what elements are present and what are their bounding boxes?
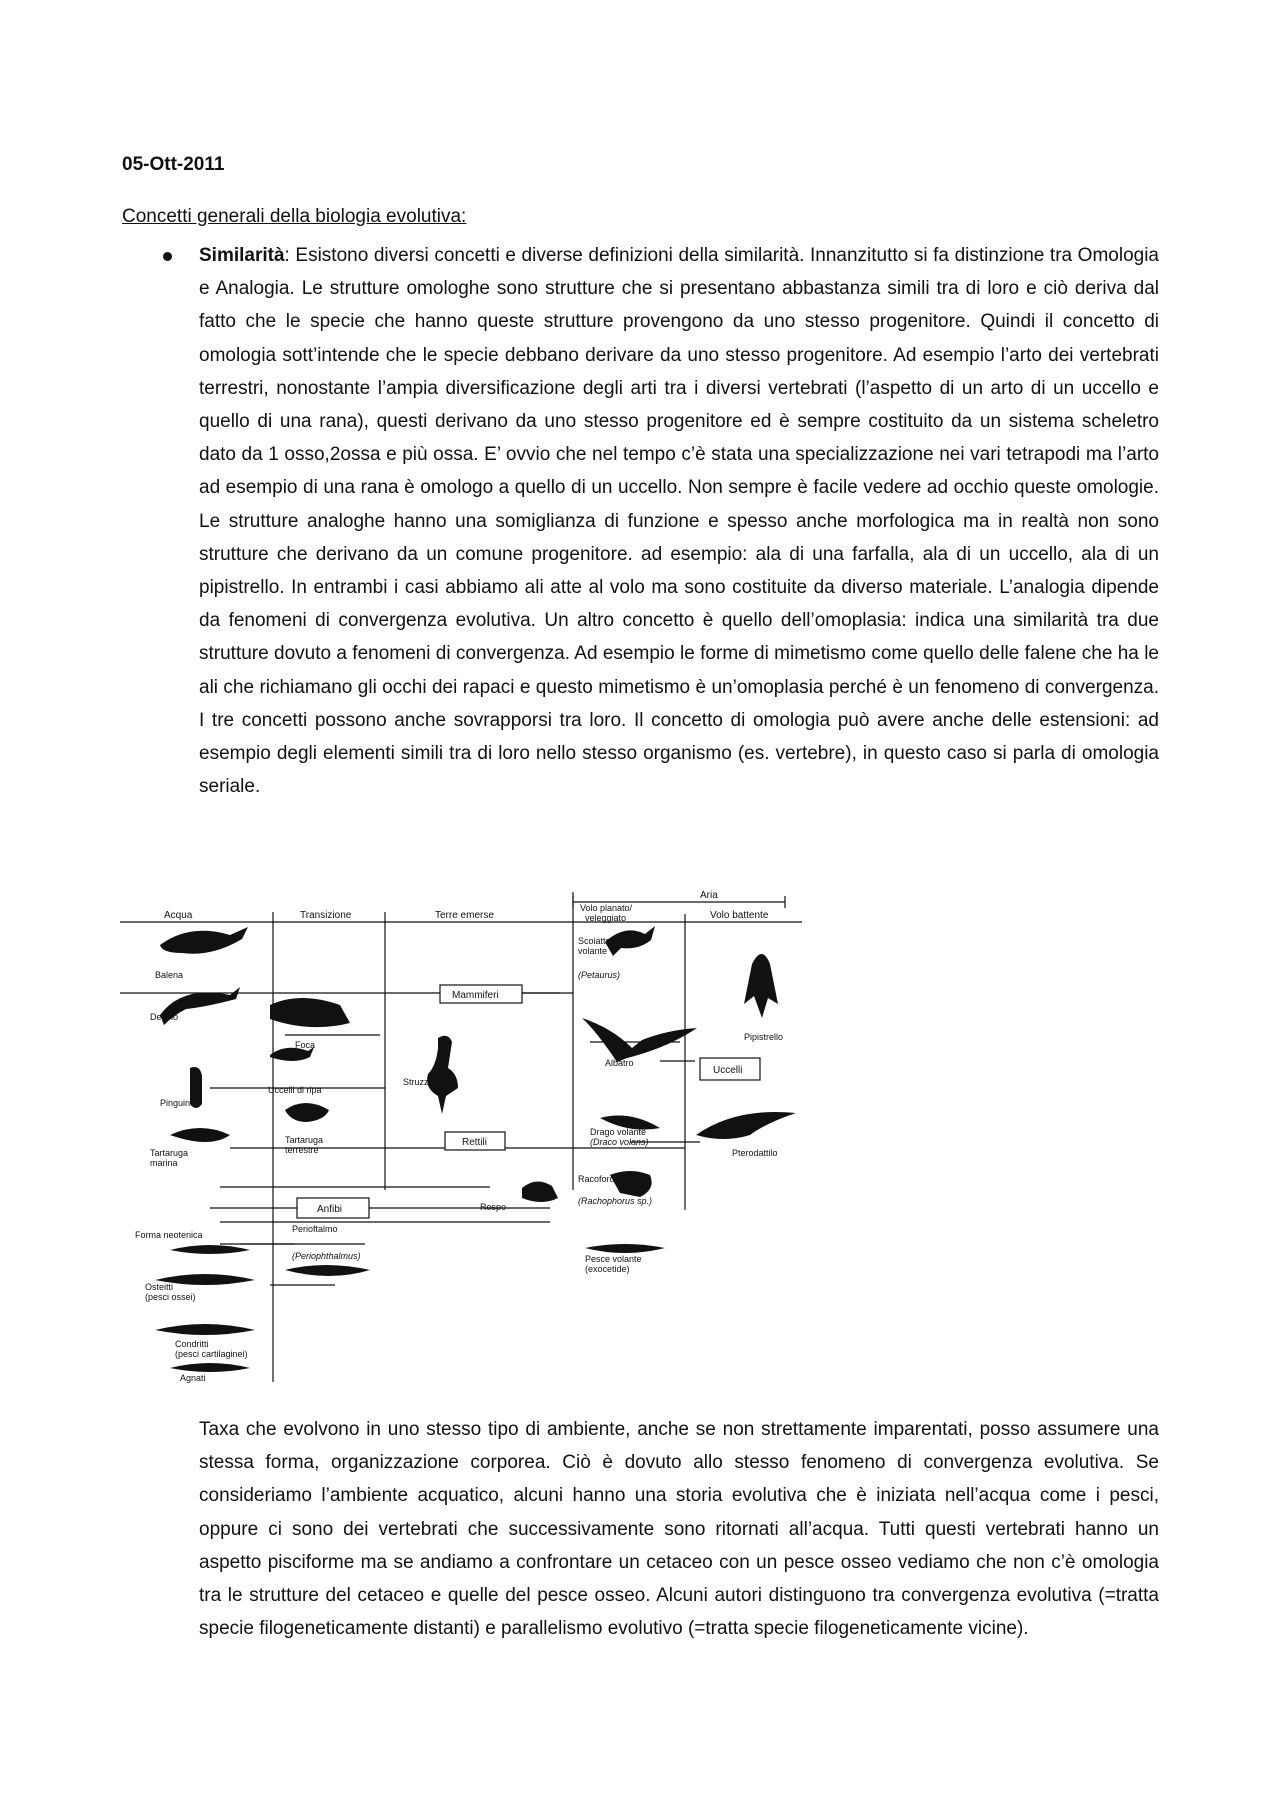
- label-agnati: Agnati: [180, 1373, 206, 1383]
- similarity-text: : Esistono diversi concetti e diverse definizioni della similarità. Innanzitutto si fa distinzione tra Omologia e Analogia. Le strutture omologhe sono strutture che si presentano abbastanza simili tra di loro e ciò deriva dal fatto che le specie che hanno queste strutture provengono da uno stesso progenitore. Quindi il concetto di omologia sott’intende che le specie debbano derivare da uno stesso progenitore. Ad esempio l’arto dei vertebrati terrestri, nonostante l’ampia diversificazione degli arti tra i diversi vertebrati (l’aspetto di un arto di un uccello e quello di una rana), questi derivano da uno stesso progenitore ed è sempre costituito da un sistema scheletro dato da 1 osso,2ossa e più ossa. E’ ovvio che nel tempo c’è stata una specializzazione nei vari tetrapodi ma l’arto ad esempio di una rana è omologo a quello di un uccello. Non sempre è facile vedere ad occhio queste omologie. Le strutture analoghe hanno una somiglianza di funzione e spesso anche morfologica ma in realtà non sono strutture che derivano da un comune progenitore. ad esempio: ala di una farfalla, ala di un uccello, ala di un pipistrello. In entrambi i casi abbiamo ali atte al volo ma sono costituite da diverso materiale. L’analogia dipende da fenomeni di convergenza evolutiva. Un altro concetto è quello dell’omoplasia: indica una similarità tra due strutture dovuto a fenomeni di convergenza. Ad esempio le forme di mimetismo come quello delle falene che ha le ali che richiamano gli occhi dei rapaci e questo mimetismo è un’omoplasia perché è un fenomeno di convergenza. I tre concetti possono anche sovrapporsi tra loro. Il concetto di omologia può avere anche delle estensioni: ad esempio degli elementi simili tra di loro nello stesso organismo (es. vertebre), in questo caso si parla di omologia seriale.: [199, 245, 1159, 798]
- label-petaurus: (Petaurus): [578, 970, 621, 980]
- label-condritti-2: (pesci cartilaginei): [175, 1349, 248, 1359]
- label-condritti-1: Condritti: [175, 1339, 209, 1349]
- label-scoiattolo-2: volante: [578, 946, 608, 956]
- similarity-term: Similarità: [199, 245, 285, 266]
- label-uccelli-ripa: Uccelli di ripa: [268, 1085, 322, 1095]
- label-drago-2: (Draco volans): [590, 1137, 649, 1147]
- label-tart-terr-2: terrestre: [285, 1145, 319, 1155]
- label-rospo: Rospo: [480, 1202, 507, 1212]
- document-date: 05-Ott-2011: [122, 154, 225, 175]
- group-uccelli: Uccelli: [713, 1065, 743, 1076]
- header-acqua: Acqua: [164, 910, 193, 921]
- convergence-paragraph: Taxa che evolvono in uno stesso tipo di ambiente, anche se non strettamente imparentati, posso assumere una stessa forma, organizzazione corporea. Ciò è dovuto allo stesso fenomeno di convergenza evolutiva. Se consideriamo l’ambiente acquatico, alcuni hanno una storia evolutiva che è iniziata nell’acqua come i pesci, oppure ci sono dei vertebrati che successivamente sono ritornati all’acqua. Tutti questi vertebrati hanno un aspetto pisciforme ma se andiamo a confrontare un cetaceo con un pesce osseo vediamo che non c’è omologia tra le strutture del cetaceo e quelle del pesce osseo. Alcuni autori distinguono tra convergenza evolutiva (=tratta specie filogeneticamente distanti) e parallelismo evolutivo (=tratta specie filogeneticamente vicine).: [199, 1419, 1159, 1640]
- bullet-icon: [163, 252, 172, 261]
- header-volo-planato-1: Volo planato/: [580, 903, 633, 913]
- label-osteitti-2: (pesci ossei): [145, 1292, 196, 1302]
- label-delfino: Delfino: [150, 1012, 179, 1022]
- label-perioftalmo-2: (Periophthalmus): [292, 1251, 361, 1261]
- label-albatro: Albatro: [605, 1058, 634, 1068]
- header-aria: Aria: [700, 890, 718, 901]
- similarity-paragraph: [199, 239, 1159, 803]
- label-pesce-volante-1: Pesce volante: [585, 1254, 642, 1264]
- label-osteitti-1: Osteitti: [145, 1282, 174, 1292]
- label-drago-1: Drago volante: [590, 1127, 647, 1137]
- label-racoforo-2: (Rachophorus sp.): [578, 1196, 653, 1206]
- header-terre-emerse: Terre emerse: [435, 910, 494, 921]
- label-pipistrello: Pipistrello: [744, 1032, 784, 1042]
- header-volo-planato-2: veleggiato: [585, 913, 627, 923]
- label-tart-mar-1: Tartaruga: [150, 1148, 189, 1158]
- label-forma-neotenica: Forma neotenica: [135, 1230, 203, 1240]
- header-volo-battente: Volo battente: [710, 910, 769, 921]
- label-scoiattolo-1: Scoiattolo: [578, 936, 618, 946]
- label-foca: Foca: [295, 1040, 316, 1050]
- group-rettili: Rettili: [462, 1137, 488, 1148]
- header-transizione: Transizione: [300, 910, 352, 921]
- group-mammiferi: Mammiferi: [452, 990, 499, 1001]
- label-pesce-volante-2: (exocetide): [585, 1264, 630, 1274]
- label-pterodattilo: Pterodattilo: [732, 1148, 778, 1158]
- label-perioftalmo-1: Perioftalmo: [292, 1224, 338, 1234]
- convergence-diagram: [120, 890, 820, 1385]
- section-heading: Concetti generali della biologia evolutiva:: [122, 206, 467, 227]
- label-balena: Balena: [155, 970, 184, 980]
- label-pinguino: Pinguino: [160, 1098, 196, 1108]
- label-tart-mar-2: marina: [150, 1158, 178, 1168]
- group-anfibi: Anfibi: [317, 1204, 343, 1215]
- label-struzzo: Struzzo: [403, 1077, 434, 1087]
- label-racoforo-1: Racoforo: [578, 1174, 615, 1184]
- label-tart-terr-1: Tartaruga: [285, 1135, 324, 1145]
